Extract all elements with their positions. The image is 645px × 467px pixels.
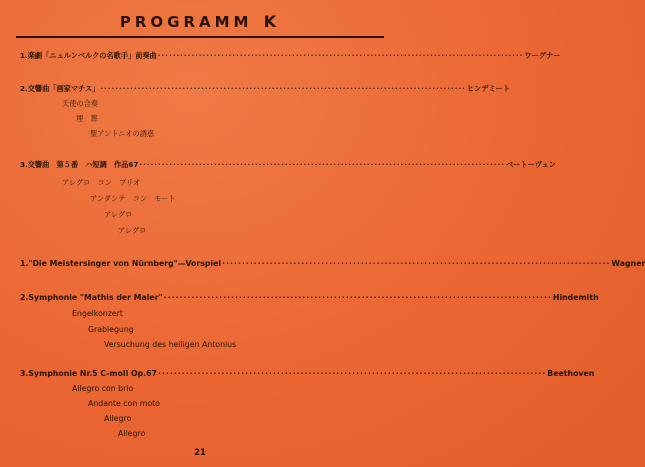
work-title: 交響曲「画家マチス」 [27, 84, 100, 93]
programm-heading: PROGRAMM [119, 13, 253, 31]
work-title: Symphonie "Mathis der Maler" [28, 293, 163, 302]
jp-item-3 [20, 160, 556, 170]
jp-movement: アンダンテ コン モート [90, 194, 176, 203]
leader-dots: ·································································································· [157, 51, 524, 60]
item-number: 1. [20, 259, 29, 268]
jp-item-1 [20, 51, 561, 61]
de-movement: Andante con moto [88, 399, 160, 408]
page-number: 21 [194, 448, 206, 458]
de-item-3 [20, 369, 595, 378]
leader-dots: ·································································································· [222, 259, 611, 268]
work-title: Symphonie Nr.5 C-moll Op.67 [28, 369, 157, 378]
composer: Wagner [611, 259, 645, 268]
leader-dots: ·································································································· [100, 84, 466, 93]
composer: Hindemith [552, 293, 599, 302]
composer: ワーグナー [524, 51, 561, 60]
composer: ヒンデミート [466, 84, 511, 93]
item-number: 3. [20, 160, 28, 169]
programm-letter: K [263, 12, 281, 31]
jp-movement: 天使の合奏 [62, 99, 98, 108]
page-title [0, 12, 400, 31]
item-number: 1. [20, 51, 28, 60]
de-movement: Allegro [104, 414, 132, 423]
composer: ベートーヴェン [505, 160, 556, 169]
jp-movement: 聖アントニオの誘惑 [90, 129, 155, 138]
leader-dots: ·································································································· [158, 369, 547, 378]
de-movement: Versuchung des heiligen Antonius [104, 340, 237, 349]
work-title: "Die Meistersinger von Nürnberg"—Vorspiel [28, 259, 222, 268]
de-movement: Allegro [118, 429, 146, 438]
item-number: 2. [20, 84, 28, 93]
de-item-2 [20, 293, 599, 302]
work-title: 交響曲 第５番 ハ短調 作品67 [27, 160, 139, 169]
jp-item-2 [20, 84, 511, 94]
jp-movement: 埋 葬 [76, 114, 98, 123]
item-number: 3. [20, 369, 29, 378]
jp-movement: アレグロ [118, 226, 147, 235]
de-item-1 [20, 259, 645, 268]
title-rule [16, 36, 384, 38]
de-movement: Engelkonzert [72, 309, 123, 318]
de-movement: Allegro con brio [72, 384, 134, 393]
composer: Beethoven [547, 369, 595, 378]
jp-movement: アレグロ [104, 210, 133, 219]
leader-dots: ·································································································· [163, 293, 552, 302]
jp-movement: アレグロ コン ブリオ [62, 178, 141, 187]
item-number: 2. [20, 293, 29, 302]
leader-dots: ·································································································· [139, 160, 505, 169]
de-movement: Grablegung [88, 325, 134, 334]
work-title: 楽劇「ニュルンベルクの名歌手」前奏曲 [27, 51, 157, 60]
